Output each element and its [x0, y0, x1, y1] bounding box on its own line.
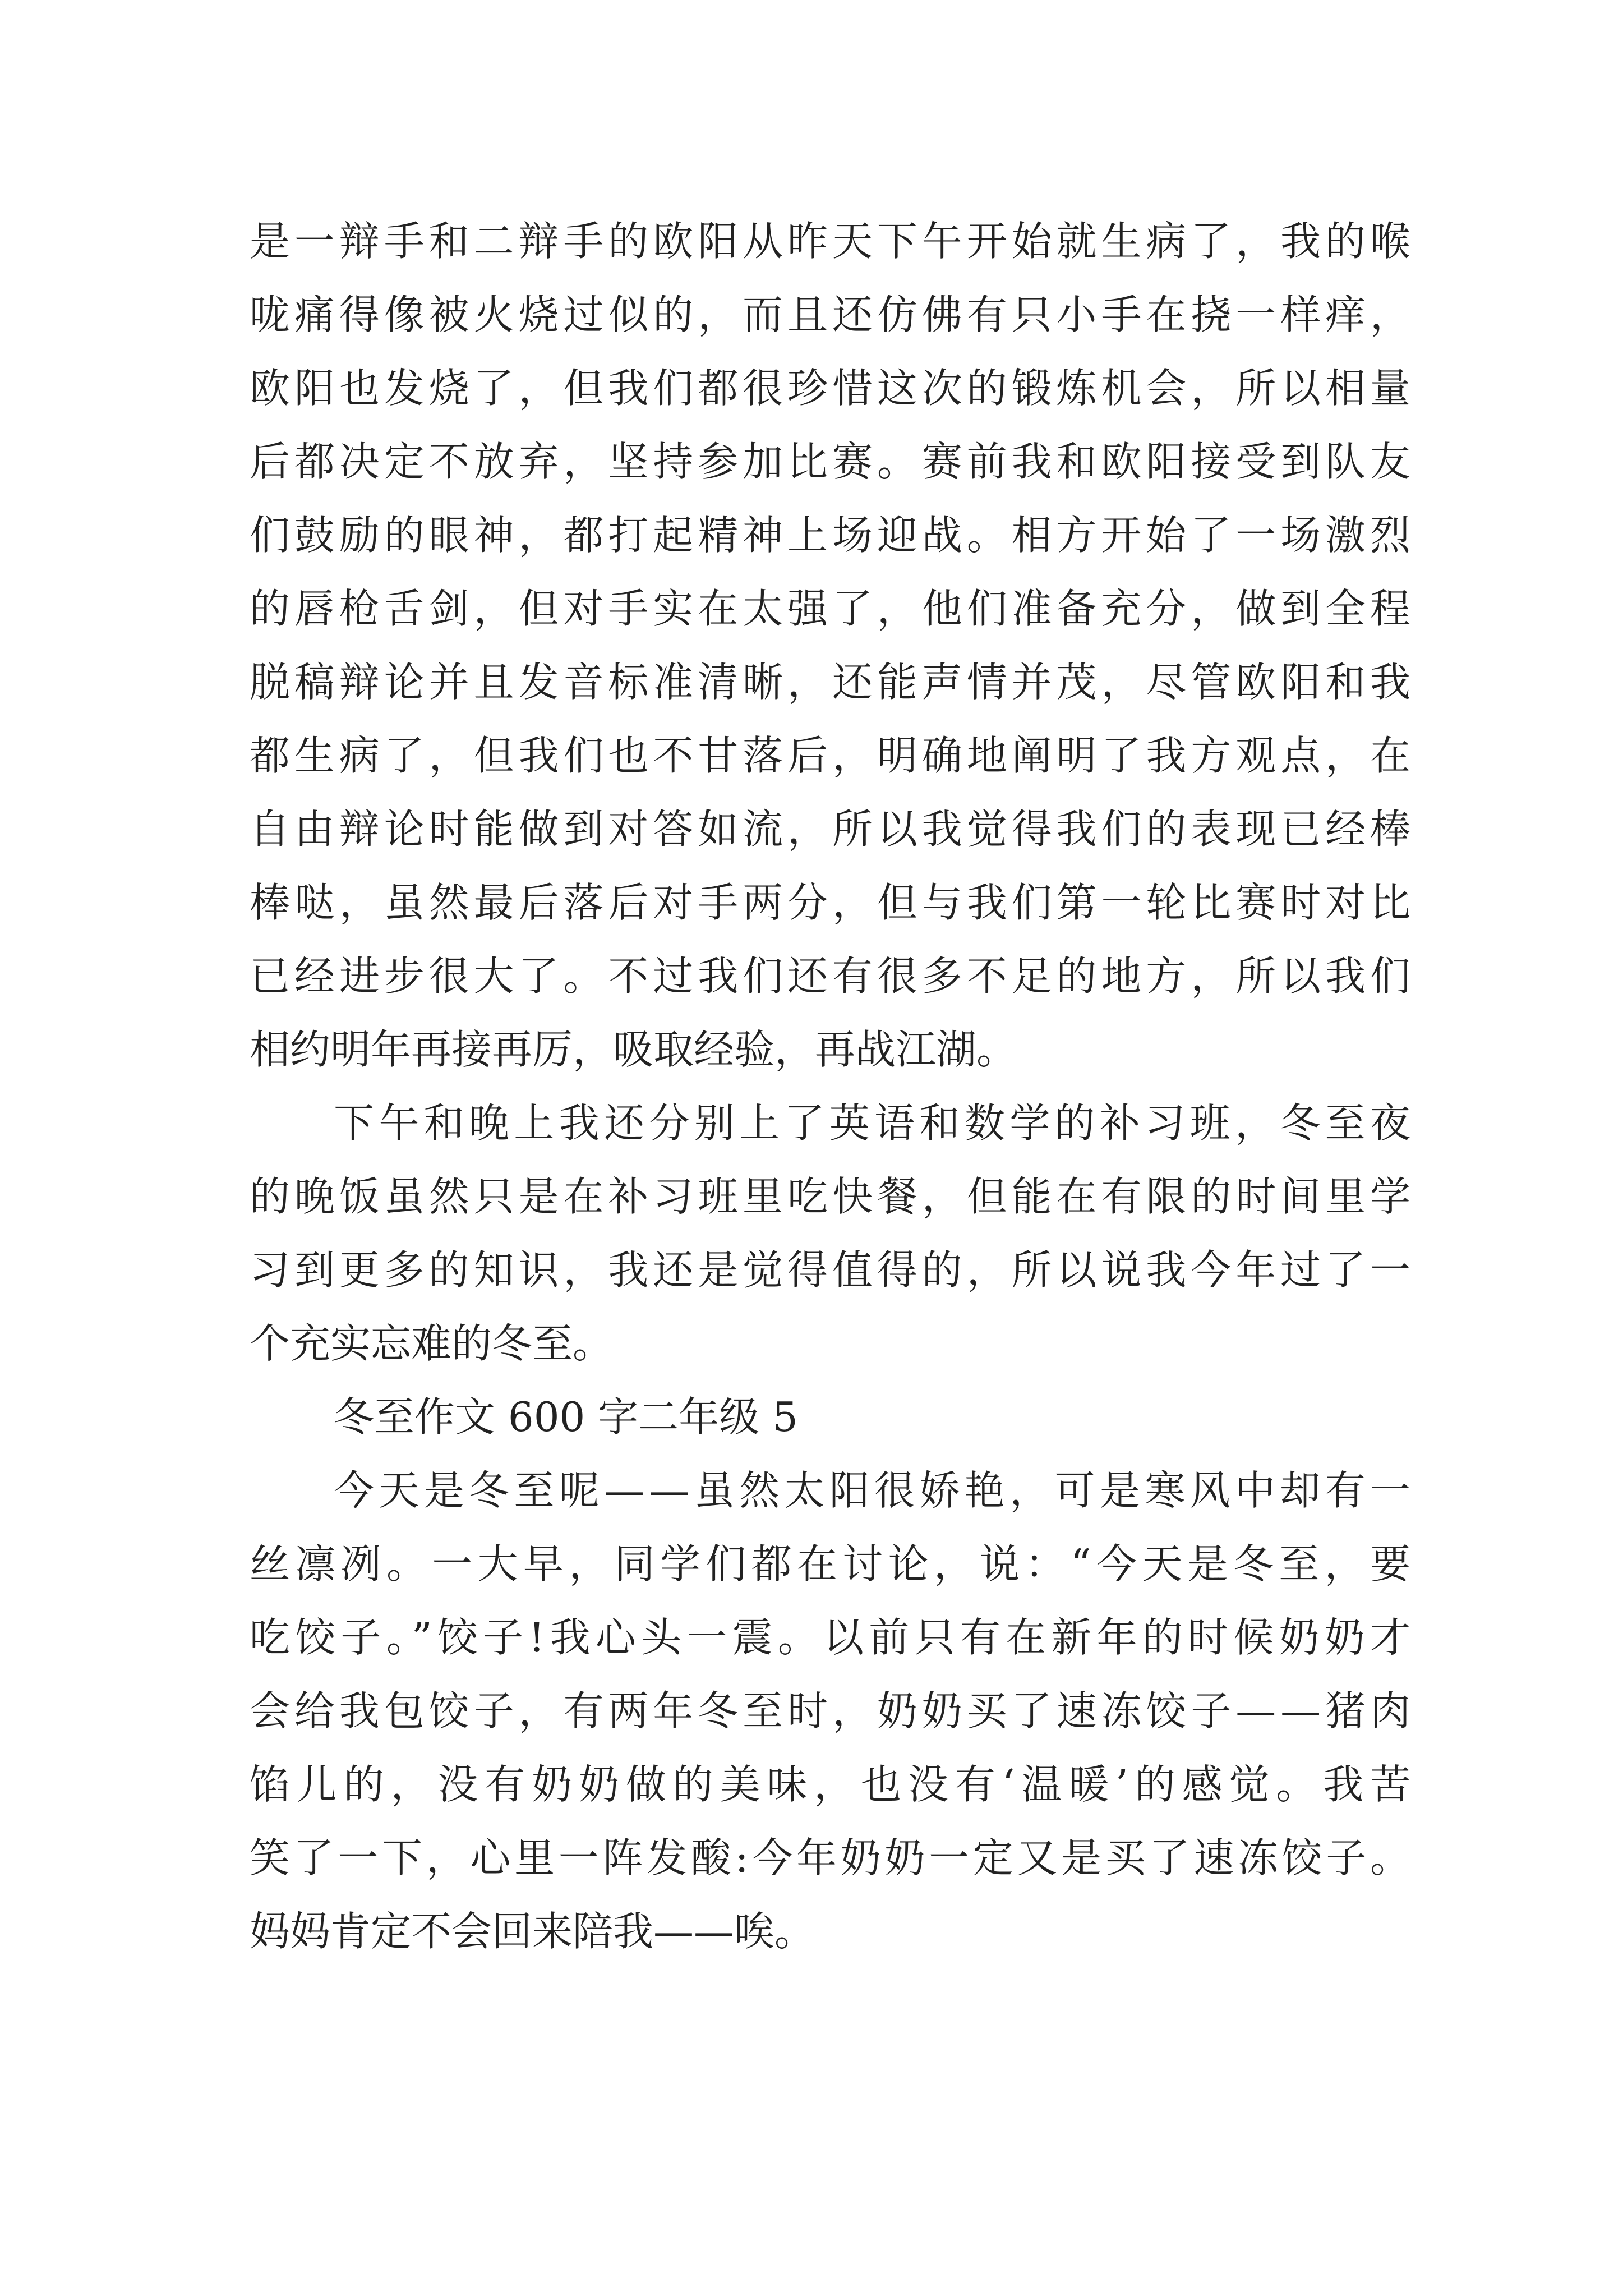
text-line: 相约明年再接再厉，吸取经验，再战江湖。 — [250, 1026, 1017, 1073]
text-line: 自由辩论时能做到对答如流，所以我觉得我们的表现已经棒 — [250, 806, 1415, 853]
text-line: 冬至作文 600 字二年级 5 — [334, 1393, 798, 1441]
text-line: 的晚饭虽然只是在补习班里吃快餐，但能在有限的时间里学 — [250, 1173, 1415, 1220]
text-line: 吃饺子。”饺子!我心头一震。以前只有在新年的时候奶奶才 — [250, 1614, 1416, 1661]
body-text — [250, 205, 1417, 1968]
text-line: 后都决定不放弃，坚持参加比赛。赛前我和欧阳接受到队友 — [250, 438, 1415, 485]
text-line: 们鼓励的眼神，都打起精神上场迎战。相方开始了一场激烈 — [250, 512, 1415, 559]
text-line: 笑了一下，心里一阵发酸:今年奶奶一定又是买了速冻饺子。 — [250, 1834, 1414, 1881]
text-line: 脱稿辩论并且发音标准清晰，还能声情并茂，尽管欧阳和我 — [250, 659, 1415, 706]
text-line: 习到更多的知识，我还是觉得值得的，所以说我今年过了一 — [250, 1246, 1415, 1294]
text-line: 欧阳也发烧了，但我们都很珍惜这次的锻炼机会，所以相量 — [250, 365, 1415, 412]
text-line: 棒哒，虽然最后落后对手两分，但与我们第一轮比赛时对比 — [250, 879, 1415, 926]
text-line: 都生病了，但我们也不甘落后，明确地阐明了我方观点，在 — [250, 732, 1415, 779]
text-line: 下午和晚上我还分别上了英语和数学的补习班，冬至夜 — [334, 1099, 1415, 1147]
text-line: 丝凛冽。一大早，同学们都在讨论，说：“今天是冬至，要 — [250, 1540, 1416, 1588]
text-line: 咙痛得像被火烧过似的，而且还仿佛有只小手在挠一样痒， — [250, 291, 1415, 338]
text-line: 会给我包饺子，有两年冬至时，奶奶买了速冻饺子——猪肉 — [250, 1687, 1415, 1734]
text-line: 是一辩手和二辩手的欧阳从昨天下午开始就生病了，我的喉 — [250, 218, 1415, 265]
text-line: 今天是冬至呢——虽然太阳很娇艳，可是寒风中却有一 — [334, 1467, 1415, 1514]
text-line: 已经进步很大了。不过我们还有很多不足的地方，所以我们 — [250, 953, 1415, 1000]
text-line: 个充实忘难的冬至。 — [250, 1320, 614, 1367]
text-line: 馅儿的，没有奶奶做的美味，也没有‘温暖’的感觉。我苦 — [250, 1761, 1417, 1808]
text-line: 妈妈肯定不会回来陪我——唉。 — [250, 1908, 815, 1955]
text-line: 的唇枪舌剑，但对手实在太强了，他们准备充分，做到全程 — [250, 585, 1415, 632]
